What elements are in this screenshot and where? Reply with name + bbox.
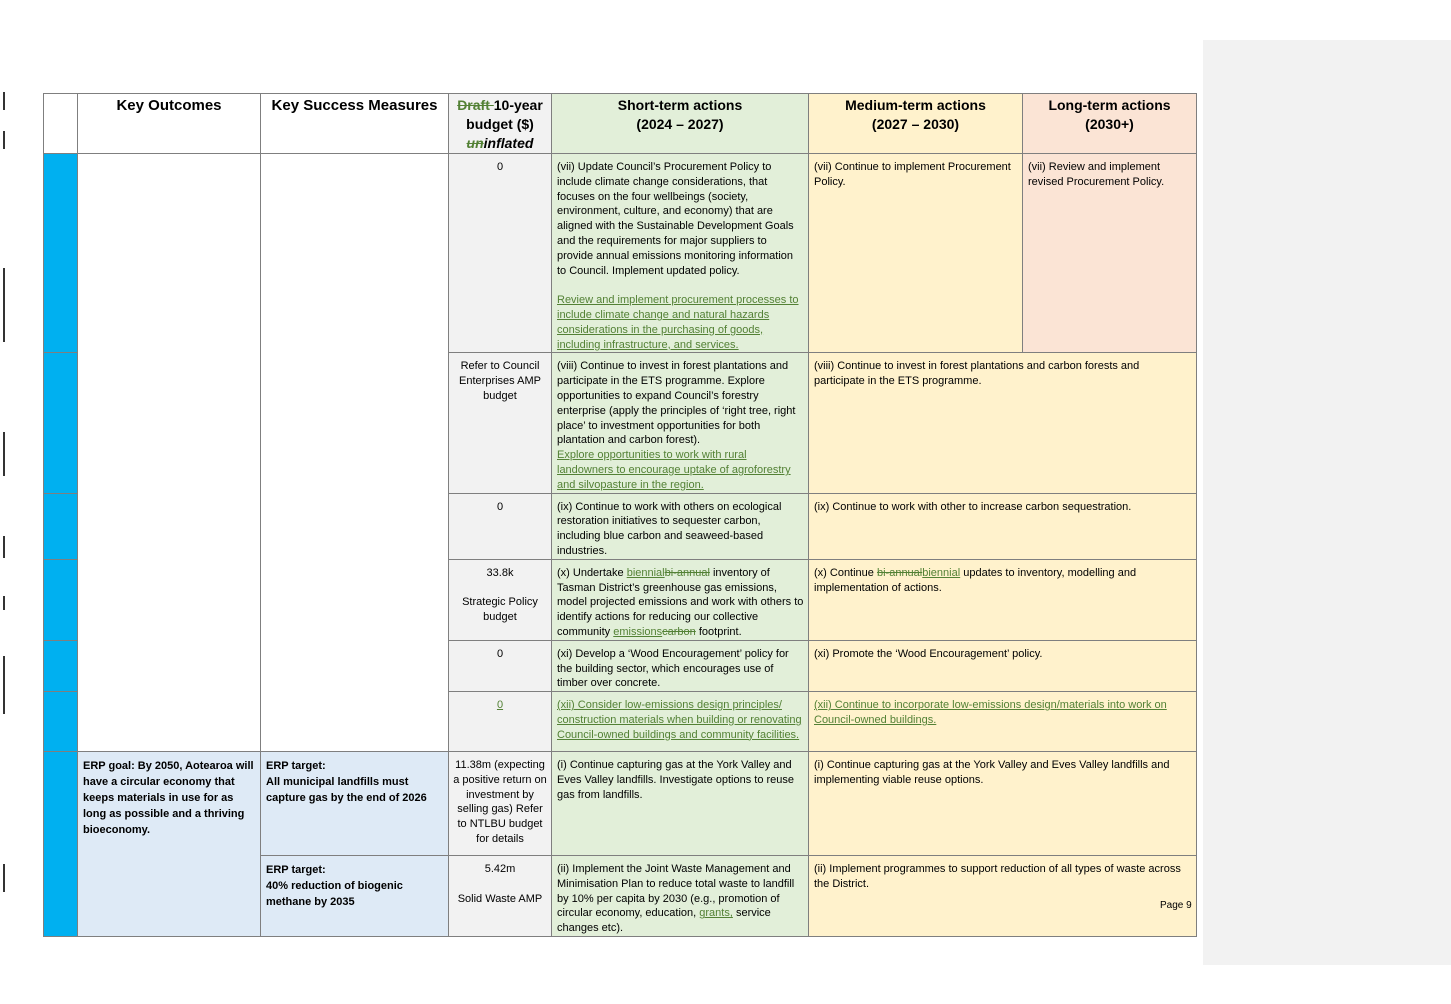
tracked-insertion: Explore opportunities to work with rural landowners to encourage uptake of agroforestry and silvopasture in the region. [557,449,791,491]
short-term-cell: (i) Continue capturing gas at the York Valley and Eves Valley landfills. Investigate options to reuse gas from landfills. [552,752,809,856]
short-term-cell: (vii) Update Council’s Procurement Policy to include climate change considerations, that focuses on the four wellbeings (society, environment, culture, and economy) that are aligned with the Sustainable Development Goals and the requirements for major suppliers to provide annual emissions monitoring information to Council. Implement updated policy. Review and implement procurement processes to include climate change and natural hazards considerations in the purchasing of goods, including infrastructure, and services. [552,154,809,353]
row-stripe [44,353,78,493]
erp-target-cell: ERP target: All municipal landfills must capture gas by the end of 2026 [261,752,449,856]
table-row [44,154,1197,353]
comments-pane [1203,40,1451,965]
long-term-cell: (vii) Review and implement revised Procurement Policy. [1023,154,1197,353]
short-term-cell: (xi) Develop a ‘Wood Encouragement’ policy for the building sector, which encourages use of timber over concrete. [552,640,809,691]
header-long-term: Long-term actions (2030+) [1023,94,1197,154]
erp-target-cell: ERP target: 40% reduction of biogenic methane by 2035 [261,856,449,937]
short-term-cell: (x) Undertake biennialbi-annual inventory of Tasman District’s greenhouse gas emissions, model projected emissions and work with others to identify actions for reducing our collective community emissionscarbon footprint. [552,559,809,640]
budget-cell: 0 [449,493,552,559]
change-bar [3,656,5,714]
change-bar [3,131,5,149]
medium-long-term-cell: (ii) Implement programmes to support reduction of all types of waste across the District. [809,856,1197,937]
short-term-cell: (ix) Continue to work with others on ecological restoration initiatives to sequester carbon, including blue carbon and seaweed-based industries. [552,493,809,559]
row-stripe [44,640,78,691]
header-blank [44,94,78,154]
medium-long-term-cell: (xi) Promote the ‘Wood Encouragement’ policy. [809,640,1197,691]
change-bar [3,536,5,558]
short-term-cell: (xii) Consider low-emissions design principles/ construction materials when building or renovating Council-owned buildings and community facilities. [552,692,809,752]
budget-cell: 5.42m Solid Waste AMP [449,856,552,937]
header-key-success-measures: Key Success Measures [261,94,449,154]
change-bar [3,268,5,342]
change-bar [3,92,5,110]
row-stripe [44,752,78,937]
header-key-outcomes: Key Outcomes [78,94,261,154]
header-medium-term: Medium-term actions (2027 – 2030) [809,94,1023,154]
medium-long-term-cell: (i) Continue capturing gas at the York Valley and Eves Valley landfills and implementing viable reuse options. [809,752,1197,856]
budget-cell: 0 [449,692,552,752]
medium-long-term-cell: (viii) Continue to invest in forest plantations and carbon forests and participate in the ETS programme. [809,353,1197,493]
row-stripe [44,559,78,640]
budget-cell: Refer to Council Enterprises AMP budget [449,353,552,493]
medium-long-term-cell: (xii) Continue to incorporate low-emissions design/materials into work on Council-owned buildings. [809,692,1197,752]
key-success-measure-cell [261,154,449,752]
page-number: Page 9 [1160,900,1192,911]
budget-cell: 33.8k Strategic Policy budget [449,559,552,640]
medium-long-term-cell: (x) Continue bi-annualbiennial updates to inventory, modelling and implementation of actions. [809,559,1197,640]
change-bar [3,864,5,892]
change-bar [3,596,5,610]
erp-goal-cell: ERP goal: By 2050, Aotearoa will have a circular economy that keeps materials in use for as long as possible and a thriving bioeconomy. [78,752,261,937]
row-stripe [44,692,78,752]
row-stripe [44,154,78,353]
medium-long-term-cell: (ix) Continue to work with other to increase carbon sequestration. [809,493,1197,559]
climate-action-table [43,93,1197,937]
short-term-cell: (ii) Implement the Joint Waste Management and Minimisation Plan to reduce total waste to landfill by 10% per capita by 2030 (e.g., promotion of circular economy, education, grants, service changes etc). [552,856,809,937]
row-stripe [44,493,78,559]
key-outcome-cell [78,154,261,752]
header-budget: Draft 10-year budget ($) uninflated [449,94,552,154]
table-row [44,752,1197,856]
budget-cell: 0 [449,640,552,691]
tracked-insertion: Review and implement procurement processes to include climate change and natural hazards considerations in the purchasing of goods, including infrastructure, and services. [557,294,799,351]
header-row [44,94,1197,154]
budget-cell: 11.38m (expecting a positive return on investment by selling gas) Refer to NTLBU budget for details [449,752,552,856]
header-short-term: Short-term actions (2024 – 2027) [552,94,809,154]
short-term-cell: (viii) Continue to invest in forest plantations and participate in the ETS programme. Explore opportunities to expand Council’s forestry enterprise (apply the principles of ‘right tree, right place’ to investment opportunities for both plantation and carbon forest). Explore opportunities to work with rural landowners to encourage uptake of agroforestry and silvopasture in the region. [552,353,809,493]
medium-term-cell: (vii) Continue to implement Procurement Policy. [809,154,1023,353]
change-bar [3,432,5,476]
budget-cell: 0 [449,154,552,353]
